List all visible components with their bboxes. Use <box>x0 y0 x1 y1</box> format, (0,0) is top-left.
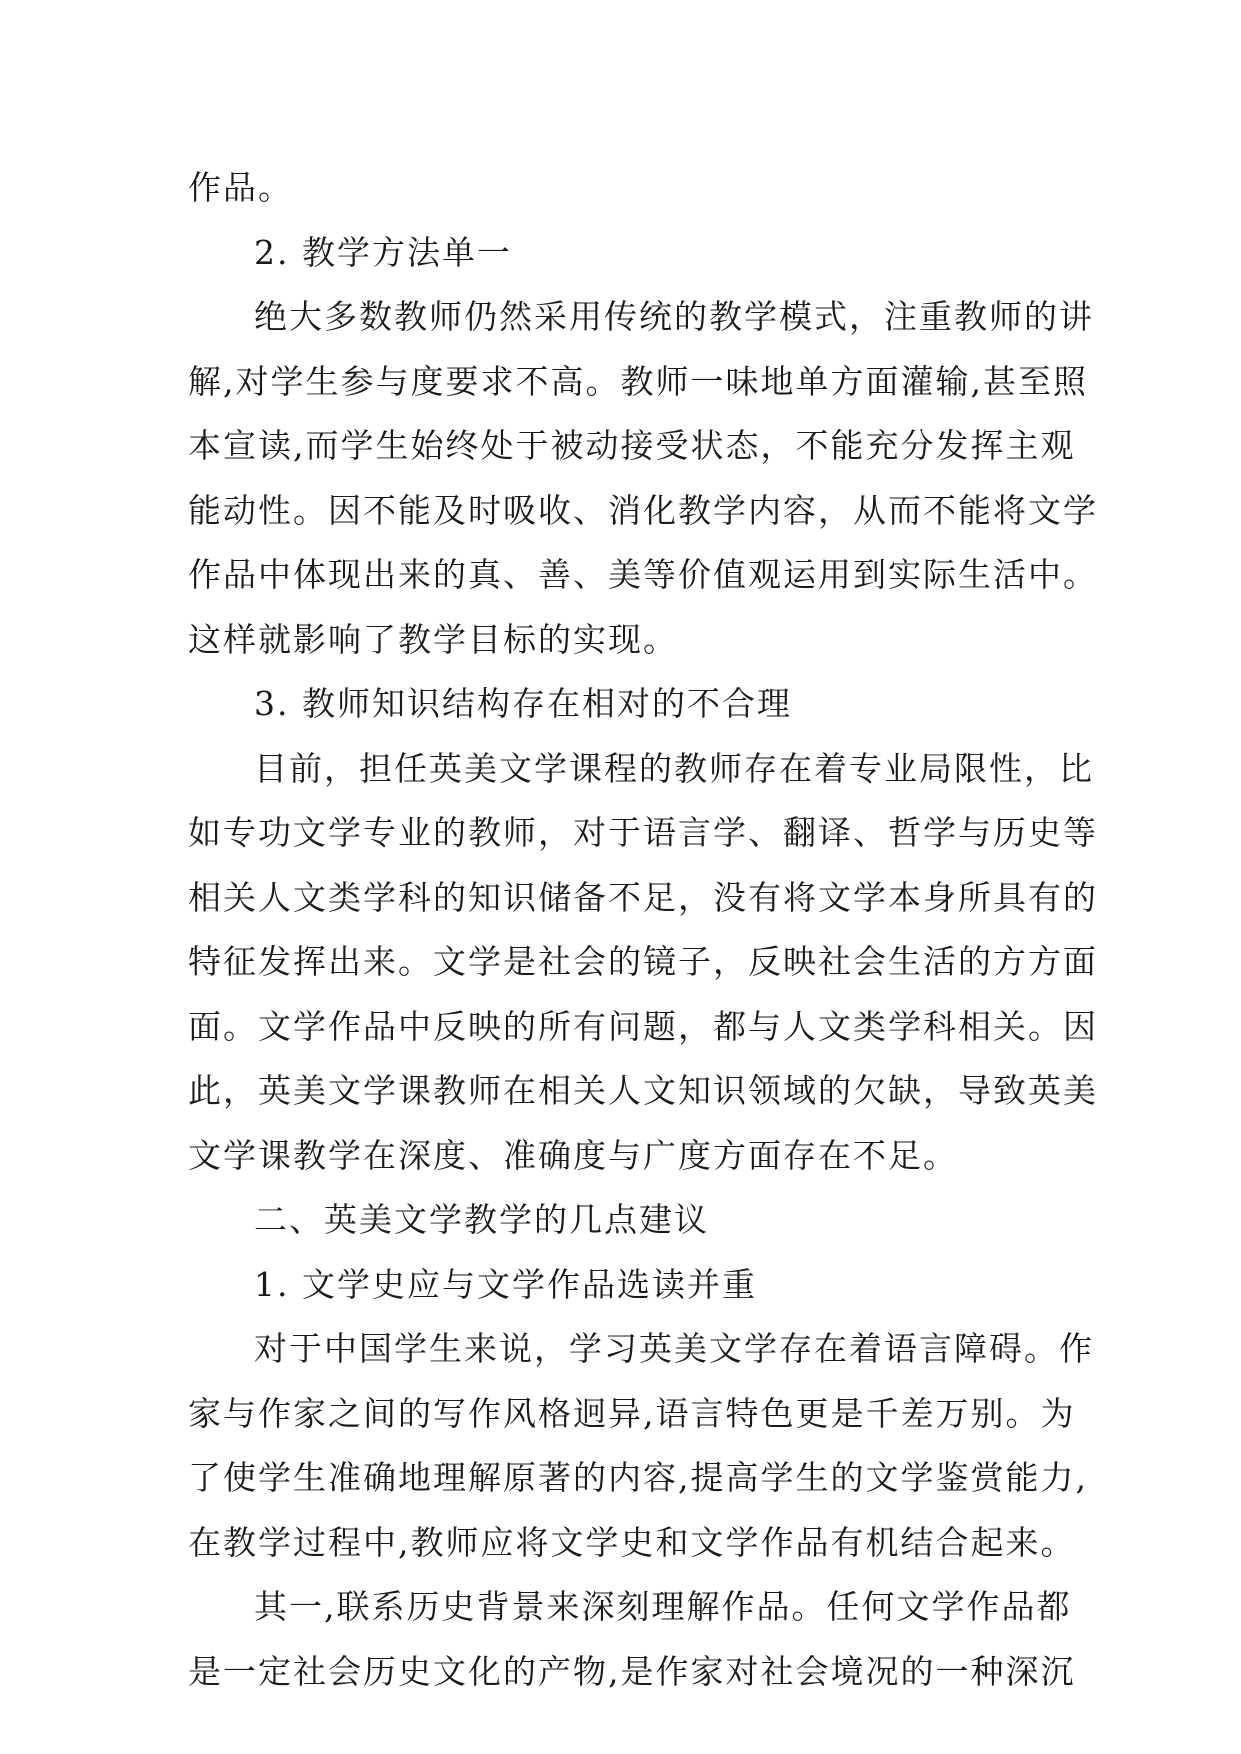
text-line: 在教学过程中,教师应将文学史和文学作品有机结合起来。 <box>188 1522 1076 1562</box>
text-line: 了使学生准确地理解原著的内容,提高学生的文学鉴赏能力, <box>188 1458 1088 1497</box>
text-line: 家与作家之间的写作风格迥异,语言特色更是千差万别。为 <box>188 1393 1076 1433</box>
text-line: 其一,联系历史背景来深刻理解作品。任何文学作品都 <box>254 1587 1072 1626</box>
text-line: 能动性。因不能及时吸收、消化教学内容，从而不能将文学 <box>188 490 1098 530</box>
text-line: 此，英美文学课教师在相关人文知识领域的欠缺，导致英美 <box>188 1071 1098 1110</box>
text-line: 如专功文学专业的教师，对于语言学、翻译、哲学与历史等 <box>188 813 1098 852</box>
text-line: 这样就影响了教学目标的实现。 <box>188 619 678 659</box>
text-line: 解,对学生参与度要求不高。教师一味地单方面灌输,甚至照 <box>188 361 1088 401</box>
document-body <box>188 156 1098 1704</box>
text-line: 面。文学作品中反映的所有问题，都与人文类学科相关。因 <box>188 1006 1098 1046</box>
section-heading: 3. 教师知识结构存在相对的不合理 <box>254 684 792 723</box>
section-heading: 1. 文学史应与文学作品选读并重 <box>254 1264 757 1304</box>
text-line: 作品。 <box>188 168 293 207</box>
text-line: 本宣读,而学生始终处于被动接受状态，不能充分发挥主观 <box>188 426 1076 465</box>
text-line: 文学课教学在深度、准确度与广度方面存在不足。 <box>188 1135 958 1175</box>
text-line: 相关人文类学科的知识储备不足，没有将文学本身所具有的 <box>188 877 1098 917</box>
text-line: 作品中体现出来的真、善、美等价值观运用到实际生活中。 <box>188 555 1098 594</box>
text-line: 目前，担任英美文学课程的教师存在着专业局限性，比 <box>254 748 1094 788</box>
text-line: 对于中国学生来说，学习英美文学存在着语言障碍。作 <box>254 1329 1094 1368</box>
section-heading: 二、英美文学教学的几点建议 <box>254 1200 709 1239</box>
text-line: 是一定社会历史文化的产物,是作家对社会境况的一种深沉 <box>188 1651 1076 1691</box>
text-line: 特征发挥出来。文学是社会的镜子，反映社会生活的方方面 <box>188 942 1098 981</box>
text-line: 绝大多数教师仍然采用传统的教学模式，注重教师的讲 <box>254 297 1094 336</box>
section-heading: 2. 教学方法单一 <box>254 232 512 272</box>
